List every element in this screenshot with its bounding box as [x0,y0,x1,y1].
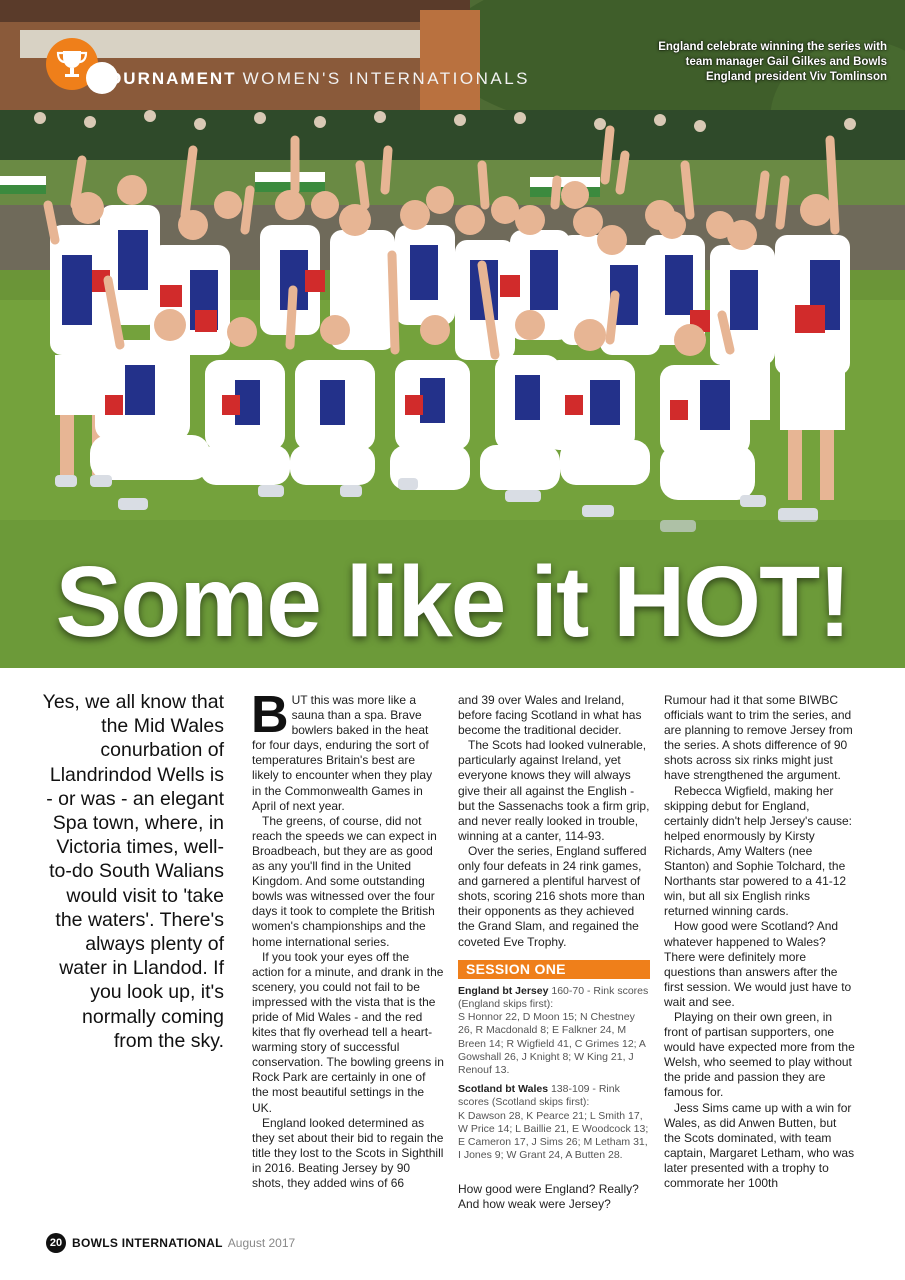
result-rinks: S Honnor 22, D Moon 15; N Chestney 26, R Macdonald 8; E Falkner 24, M Breen 14; R Wigfield 41, C Grimes 12; A Gowshall 26, J Knight 8; W King 21, J Renouf 13. [458,1011,646,1076]
article-paragraph: If you took your eyes off the action for a minute, and drank in the scenery, you could not fail to be impressed with the vista that is the pride of Mid Wales - and the red kites that fly overhead tell a heart-warming story of successful conservation. The bowling greens in Rock Park are certainly in one of the most beautiful settings in the UK. [252,949,444,1115]
article-paragraph: and 39 over Wales and Ireland, before facing Scotland in what has become the traditional decider. [458,693,642,738]
drop-cap: B [251,686,289,744]
article-paragraph: The Scots had looked vulnerable, particularly against Ireland, yet everyone knows they will always give their all against the English - but the Sassenachs took a firm grip, and never really looked in trouble, winning at a canter, 114-93. [458,738,650,843]
result-score: 160-70 - Rink scores (England skips first): [458,984,649,1010]
article-paragraph: The greens, of course, did not reach the speeds we can expect in Broadbeach, but they are as good as any you'll find in the United Kingdom. And some outstanding bowls was witnessed over the four days it took to complete the British women's championships and the home international series. [252,813,437,949]
article-paragraph: Rebecca Wigfield, making her skipping debut for England, certainly didn't help Jersey's cause: helped enormously by Kirsty Richards, Amy Walters (nee Stanton) and Sophie Tolchard, the Northants star powered to a 41-12 win, but all six English rinks returned winning cards. [664,783,853,919]
article-column-3 [664,693,856,1191]
page-footer [46,1233,295,1253]
issue-date: August 2017 [227,1236,296,1250]
article-column-2 [458,693,650,1213]
result-box [458,1083,650,1162]
session-heading: SESSION ONE [458,960,650,979]
article-paragraph: Jess Sims came up with a win for Wales, as did Anwen Butten, but the Scots dominated, with team captain, Margaret Letham, who was later presented with a trophy to commorate her 100th [664,1100,855,1190]
result-heading: England bt Jersey [458,984,549,997]
photo-caption: England celebrate winning the series with team manager Gail Gilkes and Bowls England president Viv Tomlinson [658,41,887,83]
standfirst: Yes, we all know that the Mid Wales conurbation of Llandrindod Wells is - or was - an elegant Spa town, where, in Victoria times, well-to-do South Walians would visit to 'take the waters'. There's always plenty of water in Llandod. If you look up, it's normally coming from the sky. [42,691,224,1052]
article-paragraph: Playing on their own green, in front of partisan supporters, one would have expected more from the Welsh, who seemed to play without the pride and passion they are famous for. [664,1009,855,1100]
result-rinks: K Dawson 28, K Pearce 21; L Smith 17, W Price 14; L Baillie 21, E Woodcock 13; E Cameron 17, J Sims 26; M Letham 31, I Jones 9; W Grant 24, A Butten 28. [458,1109,649,1162]
result-box [458,985,650,1077]
article-column-1 [251,686,444,1191]
article-paragraph: England looked determined as they set about their bid to regain the title they lost to the Scots in Sighthill in 2016. Beating Jersey by 90 shots, they added wins of 66 [252,1115,444,1190]
result-heading: Scotland bt Wales [458,1083,549,1096]
article-paragraph: How good were Scotland? And whatever happened to Wales? There were definitely more questions than answers after the first session. We would just have to wait and see. [664,919,852,1009]
article-paragraph: Over the series, England suffered only four defeats in 24 rink games, and garnered a plentiful harvest of shots, scoring 216 shots more than their opponents as they achieved the Grand Slam, and regained the coveted Eve Trophy. [458,843,647,949]
section-label-sub: WOMEN'S INTERNATIONALS [242,69,531,88]
result-score: 138-109 - Rink scores (Scotland skips first): [458,1083,620,1109]
page-number: 20 [46,1233,66,1253]
paragraph-text: UT this was more like a sauna than a spa. Brave bowlers baked in the heat for four days, enduring the sort of temperatures Britain's best are likely to encounter when they play in the Commonwealth Games in April of next year. [252,693,433,813]
article-paragraph: How good were England? Really? And how weak were Jersey? [458,1182,639,1212]
magazine-title: BOWLS INTERNATIONAL [72,1236,223,1250]
section-label-main: TOURNAMENT [96,69,237,88]
article-paragraph: Rumour had it that some BIWBC officials want to trim the series, and are planning to remove Jersey from the series. A shots difference of 90 shots across six rinks might just have strengthened the argument. [664,693,853,783]
section-label [96,69,530,89]
headline: Some like it HOT! [55,546,850,658]
article-paragraph [251,686,444,814]
